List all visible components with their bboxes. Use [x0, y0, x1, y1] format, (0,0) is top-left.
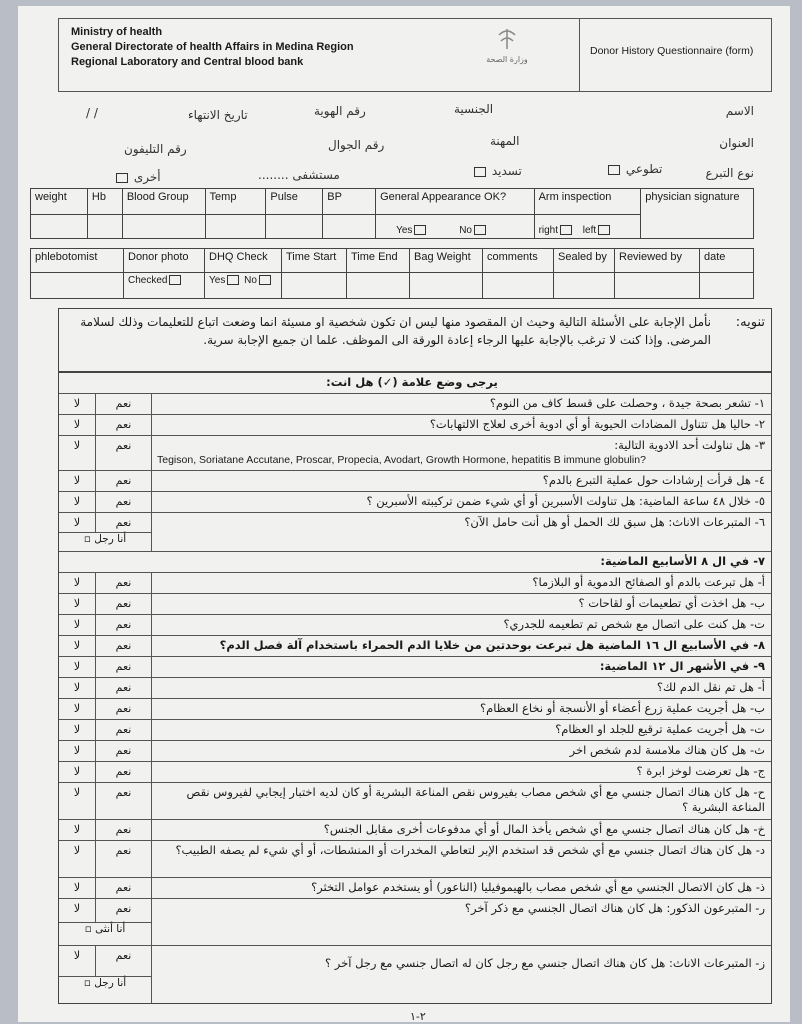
question-text: ج- هل تعرضت لوخز ابرة ؟	[636, 764, 765, 778]
arm-right-checkbox[interactable]	[560, 225, 572, 235]
yes-checkbox[interactable]: نعم	[95, 492, 151, 512]
cell-time-end[interactable]	[347, 273, 410, 299]
label-expiry: تاريخ الانتهاء	[188, 108, 248, 122]
question-row	[59, 436, 771, 471]
section-9-title: ٩- في الأشهر ال ١٢ الماضية:	[599, 659, 765, 673]
directorate-title: General Directorate of health Affairs in Medina Region	[71, 41, 354, 53]
cell-sealed-by[interactable]	[554, 273, 615, 299]
yes-checkbox[interactable]: نعم	[95, 657, 151, 677]
question-text: ٤- هل قرأت إرشادات حول عملية التبرع بالدم؟	[542, 473, 765, 487]
cell-comments[interactable]	[483, 273, 554, 299]
yes-checkbox[interactable]: نعم	[95, 820, 151, 840]
yes-checkbox[interactable]: نعم	[95, 594, 151, 614]
vitals-table	[30, 188, 754, 239]
repayment-label: تسديد	[491, 164, 522, 178]
label-id-number: رقم الهوية	[314, 104, 366, 118]
col-general-appearance: General Appearance OK?	[376, 189, 534, 215]
page-number: ٢-١	[410, 1010, 426, 1023]
no-checkbox[interactable]: لا	[73, 516, 81, 529]
lab-title: Regional Laboratory and Central blood bank	[71, 56, 304, 68]
form-sheet	[18, 6, 790, 1022]
answer-cell	[59, 699, 152, 719]
section-row	[59, 552, 771, 573]
yes-checkbox[interactable]: نعم	[95, 513, 151, 532]
option-repayment[interactable]	[472, 164, 522, 178]
drug-list: Tegison, Soriatane Accutane, Proscar, Propecia, Avodart, Growth Hormone, hepatitis B immune globulin?	[157, 454, 646, 466]
answer-cell	[59, 436, 152, 470]
yes-checkbox[interactable]: نعم	[95, 899, 151, 922]
cell-weight[interactable]	[31, 215, 88, 239]
cell-pulse[interactable]	[266, 215, 323, 239]
yes-checkbox[interactable]: نعم	[95, 415, 151, 435]
no-checkbox[interactable]: لا	[73, 881, 81, 894]
yes-checkbox[interactable]: نعم	[95, 878, 151, 898]
answer-cell	[59, 946, 152, 976]
appearance-yes[interactable]	[396, 225, 428, 236]
question-3-text: ٣- هل تناولت أحد الادوية التالية:	[614, 438, 765, 452]
label-mobile: رقم الجوال	[328, 138, 385, 152]
answer-cell	[59, 573, 152, 593]
questions-title: يرجى وضع علامة (✓) هل انت:	[326, 375, 498, 389]
appearance-no-label: No	[459, 225, 472, 236]
female-label: أنا أنثى	[95, 923, 126, 935]
expiry-date-field[interactable]: / /	[86, 106, 98, 120]
form-title-box	[579, 19, 772, 91]
label-nationality: الجنسية	[454, 102, 494, 116]
male-option[interactable]: أنا رجل ▫	[59, 532, 152, 551]
no-checkbox[interactable]: لا	[73, 495, 81, 508]
cell-appearance	[376, 215, 534, 239]
cell-bp[interactable]	[323, 215, 376, 239]
no-checkbox[interactable]: لا	[73, 844, 81, 857]
dhq-yes-checkbox[interactable]	[227, 275, 239, 285]
questions-title-row	[59, 373, 771, 394]
question-row	[59, 394, 771, 415]
label-name: الاسم	[725, 104, 754, 118]
question-text: ٢- حاليا هل تتناول المضادات الحيوية أو أي ادوية أخرى لعلاج الالتهابات؟	[429, 417, 765, 431]
no-checkbox[interactable]: لا	[73, 949, 81, 962]
option-other[interactable]	[114, 170, 161, 184]
yes-checkbox[interactable]: نعم	[95, 394, 151, 414]
question-text: ث- هل كان هناك ملامسة لدم شخص اخر	[569, 743, 765, 757]
form-title: Donor History Questionnaire (form)	[590, 45, 754, 57]
question-text: ت- هل كنت على اتصال مع شخص تم تطعيمه للجدري؟	[503, 617, 765, 631]
yes-checkbox[interactable]: نعم	[95, 436, 151, 470]
no-checkbox[interactable]: لا	[73, 597, 81, 610]
answer-cell	[59, 899, 152, 922]
question-row	[59, 594, 771, 615]
cell-photo[interactable]	[124, 273, 205, 299]
col-comments: comments	[483, 249, 554, 273]
yes-checkbox[interactable]: نعم	[95, 678, 151, 698]
male-label: أنا رجل	[94, 533, 127, 545]
answer-cell	[59, 820, 152, 840]
question-row	[59, 946, 771, 1002]
question-text: ذ- هل كان الاتصال الجنسي مع أي شخص مصاب بالهيموفيليا (الناعور) أو يستخدم عوامل التخثر؟	[311, 880, 765, 894]
section-7-title: ٧- في ال ٨ الأسابيع الماضية:	[600, 554, 765, 568]
no-checkbox[interactable]: لا	[73, 418, 81, 431]
notice-box	[58, 308, 772, 372]
other-checkbox[interactable]	[116, 173, 128, 183]
col-temp: Temp	[205, 189, 266, 215]
col-bag-weight: Bag Weight	[410, 249, 483, 273]
answer-cell	[59, 678, 152, 698]
col-bp: BP	[323, 189, 376, 215]
palm-logo-icon	[487, 25, 527, 53]
yes-checkbox[interactable]: نعم	[95, 615, 151, 635]
no-checkbox[interactable]: لا	[73, 681, 81, 694]
section-row	[59, 657, 771, 678]
question-row	[59, 513, 771, 552]
question-row	[59, 615, 771, 636]
question-row	[59, 492, 771, 513]
col-donor-photo: Donor photo	[124, 249, 205, 273]
dhq-no-label: No	[244, 275, 257, 286]
answer-cell	[59, 783, 152, 819]
dhq-yes-label: Yes	[209, 275, 226, 286]
appearance-no[interactable]	[459, 225, 488, 236]
ministry-block	[71, 25, 354, 70]
cell-blood-group[interactable]	[122, 215, 205, 239]
dhq-no-checkbox[interactable]	[259, 275, 271, 285]
question-row	[59, 878, 771, 899]
yes-checkbox[interactable]: نعم	[95, 783, 151, 819]
yes-checkbox[interactable]: نعم	[95, 841, 151, 877]
photo-checked-label: Checked	[128, 275, 168, 286]
col-phlebotomist: phlebotomist	[31, 249, 124, 273]
col-pulse: Pulse	[266, 189, 323, 215]
cell-bag-weight[interactable]	[410, 273, 483, 299]
logo-caption: وزارة الصحة	[486, 55, 528, 64]
question-row	[59, 899, 771, 946]
answer-cell	[59, 741, 152, 761]
no-checkbox[interactable]: لا	[73, 618, 81, 631]
col-dhq-check: DHQ Check	[205, 249, 282, 273]
appearance-yes-label: Yes	[396, 225, 413, 236]
arm-right-label: right	[538, 225, 559, 236]
col-reviewed-by: Reviewed by	[615, 249, 700, 273]
question-text: ١- تشعر بصحة جيدة ، وحصلت على قسط كاف من النوم؟	[489, 396, 765, 410]
col-blood-group: Blood Group	[122, 189, 205, 215]
no-checkbox[interactable]: لا	[73, 474, 81, 487]
ministry-title: Ministry of health	[71, 26, 163, 38]
answer-cell	[59, 841, 152, 877]
cell-phlebotomist[interactable]	[31, 273, 124, 299]
col-weight: weight	[31, 189, 88, 215]
question-text: ٥- خلال ٤٨ ساعة الماضية: هل تناولت الأسبرين أو أي شيء ضمن تركيبته الأسبرين ؟	[366, 494, 765, 508]
col-time-end: Time End	[347, 249, 410, 273]
col-date: date	[700, 249, 754, 273]
question-row	[59, 741, 771, 762]
cell-dhq	[205, 273, 282, 299]
label-hospital: مستشفى ........	[258, 168, 340, 182]
question-row	[59, 783, 771, 820]
label-donation-type: نوع التبرع	[705, 166, 754, 180]
no-checkbox[interactable]: لا	[73, 439, 81, 452]
question-text: ر- المتبرعون الذكور: هل كان هناك اتصال الجنسي مع ذكر آخر؟	[464, 901, 765, 915]
label-phone: رقم التليفون	[124, 142, 187, 156]
no-checkbox[interactable]: لا	[73, 786, 81, 799]
question-row	[59, 699, 771, 720]
arm-left[interactable]	[583, 225, 612, 236]
no-checkbox[interactable]: لا	[73, 397, 81, 410]
cell-temp[interactable]	[205, 215, 266, 239]
process-table	[30, 248, 754, 299]
question-text: ب- هل أجريت عملية زرع أعضاء أو الأنسجة أو نخاع العظام؟	[479, 701, 765, 715]
option-voluntary[interactable]	[606, 162, 662, 176]
appearance-yes-checkbox[interactable]	[414, 225, 426, 235]
arm-right[interactable]	[539, 225, 574, 236]
question-row	[59, 820, 771, 841]
no-checkbox[interactable]: لا	[73, 902, 81, 915]
col-time-start: Time Start	[282, 249, 347, 273]
answer-cell	[59, 415, 152, 435]
yes-checkbox[interactable]: نعم	[95, 471, 151, 491]
cell-time-start[interactable]	[282, 273, 347, 299]
yes-checkbox[interactable]: نعم	[95, 720, 151, 740]
no-checkbox[interactable]: لا	[73, 744, 81, 757]
no-checkbox[interactable]: لا	[73, 823, 81, 836]
photo-checked-checkbox[interactable]	[169, 275, 181, 285]
notice-text: نأمل الإجابة على الأسئلة التالية وحيث ان المقصود منها ليس ان تكون شخصية او مسيئة انما وضعت اتباع للتعليمات وذلك لسلامة المرضى. وإذا كنت لا ترغب بالإجابة عليها الرجاء إعادة الورقة الى الموظف. علما ان جميع الإجابة سرية.	[80, 315, 711, 347]
yes-checkbox[interactable]: نعم	[95, 573, 151, 593]
question-text: ٦- المتبرعات الاناث: هل سبق لك الحمل أو هل أنت حامل الآن؟	[464, 515, 765, 529]
questions-box	[58, 372, 772, 1004]
answer-cell	[59, 492, 152, 512]
question-text: خ- هل كان هناك اتصال جنسي مع أي شخص يأخذ المال أو أي مدفوعات أخرى مقابل الجنس؟	[323, 822, 765, 836]
other-label: أخرى	[133, 170, 161, 184]
label-occupation: المهنة	[490, 134, 520, 148]
arm-left-checkbox[interactable]	[598, 225, 610, 235]
question-text: د- هل كان هناك اتصال جنسي مع أي شخص قد استخدم الإبر لتعاطي المخدرات أو المنشطات، أو أي شيء لم يصفه الطبيب؟	[175, 843, 765, 857]
answer-cell	[59, 394, 152, 414]
answer-cell	[59, 513, 152, 532]
question-row	[59, 636, 771, 657]
col-hb: Hb	[87, 189, 122, 215]
form-header	[58, 18, 772, 92]
cell-hb[interactable]	[87, 215, 122, 239]
question-row	[59, 720, 771, 741]
question-text	[157, 438, 765, 468]
question-row	[59, 573, 771, 594]
label-address: العنوان	[719, 136, 754, 150]
answer-cell	[59, 594, 152, 614]
question-text: ح- هل كان هناك اتصال جنسي مع أي شخص مصاب بفيروس نقص المناعة البشرية أو كان لديه اختبار إيجابي لفيروس نقص المناعة البشرية ؟	[186, 785, 765, 814]
question-text: ب- هل اخذت أي تطعيمات أو لقاحات ؟	[578, 596, 765, 610]
answer-cell	[59, 657, 152, 677]
no-checkbox[interactable]: لا	[73, 765, 81, 778]
col-sealed-by: Sealed by	[554, 249, 615, 273]
yes-checkbox[interactable]: نعم	[95, 699, 151, 719]
answer-cell	[59, 720, 152, 740]
yes-checkbox[interactable]: نعم	[95, 741, 151, 761]
answer-cell	[59, 636, 152, 656]
female-option[interactable]: أنا أنثى ▫	[59, 922, 152, 945]
no-checkbox[interactable]: لا	[73, 639, 81, 652]
moh-logo	[479, 25, 535, 64]
question-row	[59, 415, 771, 436]
male-option[interactable]: أنا رجل ▫	[59, 976, 152, 1003]
col-physician-signature: physician signature	[641, 189, 754, 239]
cell-date[interactable]	[700, 273, 754, 299]
male-label: أنا رجل	[94, 977, 127, 989]
appearance-no-checkbox[interactable]	[474, 225, 486, 235]
question-text: ٨- في الأسابيع ال ١٦ الماضية هل تبرعت بوحدتين من خلايا الدم الحمراء باستخدام آلة فصل الدم؟	[219, 638, 765, 652]
yes-checkbox[interactable]: نعم	[95, 636, 151, 656]
no-checkbox[interactable]: لا	[73, 660, 81, 673]
no-checkbox[interactable]: لا	[73, 702, 81, 715]
answer-cell	[59, 471, 152, 491]
yes-checkbox[interactable]: نعم	[95, 762, 151, 782]
repayment-checkbox[interactable]	[474, 167, 486, 177]
voluntary-checkbox[interactable]	[608, 165, 620, 175]
no-checkbox[interactable]: لا	[73, 576, 81, 589]
arm-left-label: left	[582, 225, 597, 236]
question-row	[59, 762, 771, 783]
no-checkbox[interactable]: لا	[73, 723, 81, 736]
answer-cell	[59, 615, 152, 635]
question-text: أ- هل تبرعت بالدم أو الصفائح الدموية أو البلازما؟	[532, 575, 765, 589]
cell-arm	[534, 215, 641, 239]
question-row	[59, 471, 771, 492]
question-text: أ- هل تم نقل الدم لك؟	[656, 680, 765, 694]
question-text: ت- هل أجريت عملية ترقيع للجلد او العظام؟	[555, 722, 765, 736]
answer-cell	[59, 762, 152, 782]
voluntary-label: تطوعي	[625, 162, 663, 176]
col-arm-inspection: Arm inspection	[534, 189, 641, 215]
cell-reviewed-by[interactable]	[615, 273, 700, 299]
notice-label: تنويه:	[735, 315, 765, 330]
question-row	[59, 841, 771, 878]
question-row	[59, 678, 771, 699]
yes-checkbox[interactable]: نعم	[95, 946, 151, 976]
answer-cell	[59, 878, 152, 898]
question-text: ز- المتبرعات الاناث: هل كان هناك اتصال جنسي مع رجل كان له اتصال جنسي مع رجل آخر ؟	[325, 956, 765, 970]
